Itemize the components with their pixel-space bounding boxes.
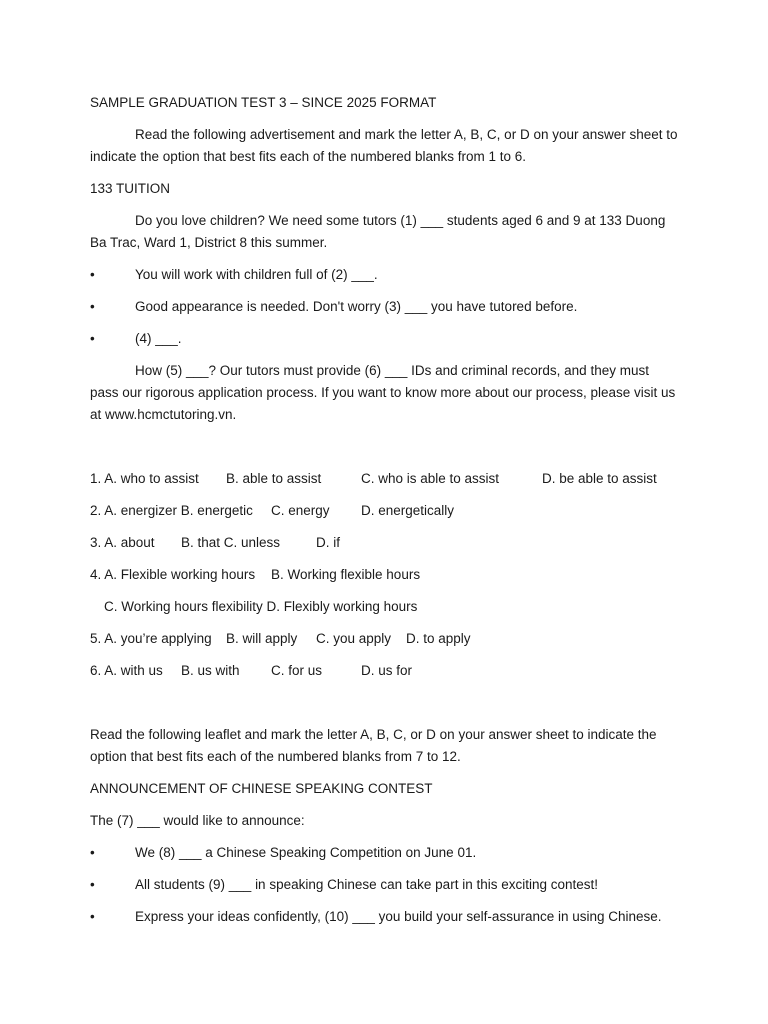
section1-instruction: Read the following advertisement and mark the letter A, B, C, or D on your answer sheet to indicate the option that best fits each of the numbered blanks from 1 to 6. <box>90 127 678 164</box>
option-c: C. you apply <box>316 631 392 646</box>
section1-heading: 133 TUITION <box>90 181 171 196</box>
bullet-text: You will work with children full of (2) ___. <box>135 267 378 282</box>
option-a: 4. A. Flexible working hours <box>90 567 256 582</box>
option-b: B. will apply <box>226 631 298 646</box>
bullet-icon: • <box>90 299 95 314</box>
bullet-icon: • <box>90 877 95 892</box>
option-b: B. able to assist <box>226 471 322 486</box>
bullet-text: We (8) ___ a Chinese Speaking Competition on June 01. <box>135 845 477 860</box>
option-b-c: B. that C. unless <box>181 535 281 550</box>
option-a: 5. A. you’re applying <box>90 631 212 646</box>
option-c-d: C. Working hours flexibility D. Flexibly working hours <box>104 599 418 614</box>
section2-intro: The (7) ___ would like to announce: <box>90 813 305 828</box>
bullet-text: Express your ideas confidently, (10) ___ you build your self-assurance in using Chinese. <box>135 909 662 924</box>
option-a: 1. A. who to assist <box>90 471 199 486</box>
bullet-icon: • <box>90 267 95 282</box>
option-d: D. energetically <box>361 503 455 518</box>
option-d: D. to apply <box>406 631 471 646</box>
section1-intro: Do you love children? We need some tutors (1) ___ students aged 6 and 9 at 133 Duong Ba Trac, Ward 1, District 8 this summer. <box>90 213 666 250</box>
option-c: C. who is able to assist <box>361 471 500 486</box>
section2-instruction: Read the following leaflet and mark the letter A, B, C, or D on your answer sheet to indicate the option that best fits each of the numbered blanks from 7 to 12. <box>90 727 657 764</box>
option-a: 6. A. with us <box>90 663 163 678</box>
option-c: C. for us <box>271 663 323 678</box>
bullet-text: Good appearance is needed. Don't worry (3) ___ you have tutored before. <box>135 299 578 314</box>
section2-heading: ANNOUNCEMENT OF CHINESE SPEAKING CONTEST <box>90 781 433 796</box>
option-b: B. us with <box>181 663 240 678</box>
option-d: D. be able to assist <box>542 471 657 486</box>
section1-closing: How (5) ___? Our tutors must provide (6) ___ IDs and criminal records, and they must pass our rigorous application process. If you want to know more about our process, please visit us at www.hcmctutoring.vn. <box>90 363 676 422</box>
option-a-b: 2. A. energizer B. energetic <box>90 503 253 518</box>
bullet-text: All students (9) ___ in speaking Chinese can take part in this exciting contest! <box>135 877 599 892</box>
bullet-text: (4) ___. <box>135 331 182 346</box>
option-c: C. energy <box>271 503 330 518</box>
option-d: D. us for <box>361 663 413 678</box>
option-a: 3. A. about <box>90 535 155 550</box>
bullet-icon: • <box>90 909 95 924</box>
bullet-icon: • <box>90 845 95 860</box>
option-d: D. if <box>316 535 341 550</box>
option-b: B. Working flexible hours <box>271 567 421 582</box>
page-title: SAMPLE GRADUATION TEST 3 – SINCE 2025 FORMAT <box>90 95 437 110</box>
bullet-icon: • <box>90 331 95 346</box>
